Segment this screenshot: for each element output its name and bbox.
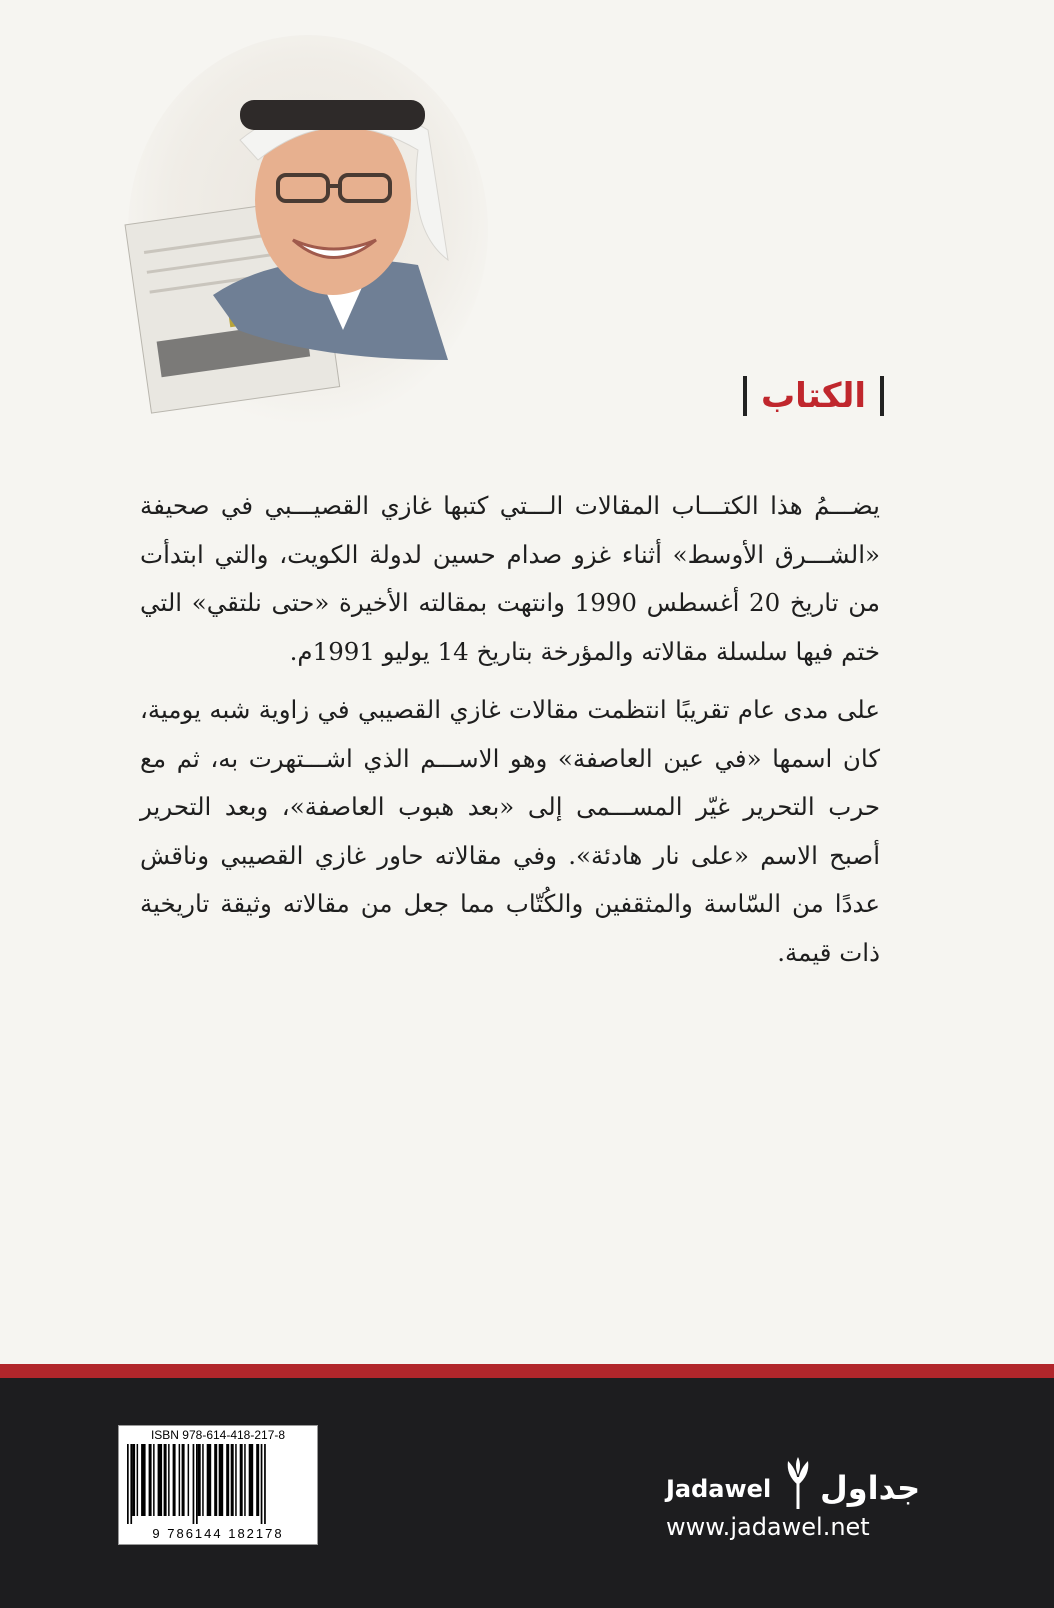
barcode-bar: [149, 1444, 152, 1516]
publisher-name-arabic: جداول: [820, 1469, 921, 1507]
barcode-bar: [214, 1444, 217, 1516]
section-heading: [743, 376, 884, 416]
barcode-bar: [168, 1444, 170, 1516]
barcode-bar: [164, 1444, 167, 1516]
barcode-guard-bar: [127, 1444, 129, 1524]
barcode-guard-bar: [264, 1444, 266, 1524]
barcode-bar: [202, 1444, 204, 1516]
barcode-bar: [137, 1444, 139, 1516]
barcode-guard-bar: [196, 1444, 198, 1524]
red-accent-strip: [0, 1364, 1054, 1378]
barcode-guard-bar: [130, 1444, 132, 1524]
barcode-bar: [132, 1444, 135, 1516]
paragraph-2: على مدى عام تقريبًا انتظمت مقالات غازي القصيبي في زاوية شبه يومية، كان اسمها «في عين العاصفة» وهو الاســـم الذي اشـــتهرت به، ثم مع حرب التحرير غيّر المســـمى إلى «بعد هبوب العاصفة»، وبعد التحرير أصبح الاسم «على نار هادئة». وفي مقالاته حاور غازي القصيبي وناقش عددًا من السّاسة والمثقفين والكُتّاب مما جعل من مقالاته وثيقة تاريخية ذات قيمة.: [140, 695, 880, 967]
barcode-bar: [158, 1444, 163, 1516]
publisher-name-latin: Jadawel: [666, 1475, 772, 1503]
barcode-bar: [173, 1444, 176, 1516]
publisher-url: www.jadawel.net: [666, 1513, 870, 1541]
author-portrait: [118, 30, 490, 430]
barcode-bar: [244, 1444, 246, 1516]
barcode-bars: [125, 1444, 311, 1524]
book-description: [140, 482, 880, 987]
barcode-bar: [231, 1444, 234, 1516]
isbn-digits: 9 786144 182178: [152, 1526, 284, 1541]
heading-bar-right: [880, 376, 884, 416]
barcode-bar: [179, 1444, 181, 1516]
isbn-label: ISBN 978-614-418-217-8: [150, 1428, 286, 1442]
isbn-barcode: [118, 1425, 318, 1545]
wheat-icon: [780, 1457, 816, 1509]
barcode-bar: [188, 1444, 190, 1516]
barcode-bar: [153, 1444, 155, 1516]
paragraph-1: يضـــمُ هذا الكتـــاب المقالات الـــتي كتبها غازي القصيـــبي في صحيفة «الشـــرق الأوسط» أثناء غزو صدام حسين لدولة الكويت، والتي ابتدأت من تاريخ 20 أغسطس 1990 وانتهت بمقالته الأخيرة «حتى نلتقي» التي ختم فيها سلسلة مقالاته والمؤرخة بتاريخ 14 يوليو 1991م.: [140, 491, 880, 666]
barcode-bar: [226, 1444, 229, 1516]
barcode-bar: [207, 1444, 212, 1516]
heading-bar-left: [743, 376, 747, 416]
publisher-logo: [660, 1455, 921, 1545]
barcode-bar: [182, 1444, 185, 1516]
barcode-bar: [141, 1444, 146, 1516]
barcode-guard-bar: [193, 1444, 195, 1524]
barcode-guard-bar: [261, 1444, 263, 1524]
barcode-bar: [240, 1444, 243, 1516]
barcode-bar: [235, 1444, 237, 1516]
heading-label: الكتاب: [760, 376, 866, 416]
barcode-bar: [256, 1444, 259, 1516]
barcode-bar: [249, 1444, 254, 1516]
barcode-bar: [198, 1444, 201, 1516]
barcode-bar: [219, 1444, 224, 1516]
